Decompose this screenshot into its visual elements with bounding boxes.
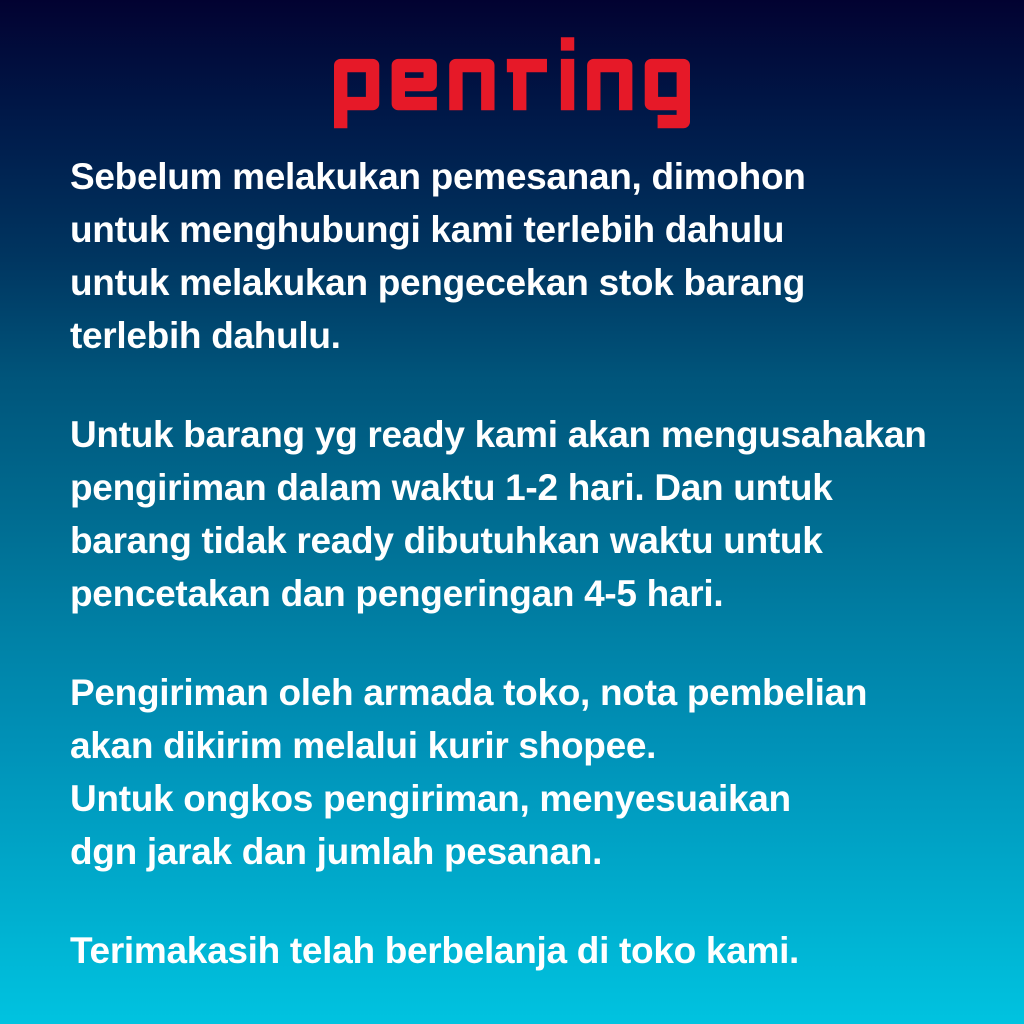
notice-paragraph-shipping bbox=[70, 666, 984, 878]
text-line: Untuk barang yg ready kami akan mengusahakan bbox=[70, 414, 927, 455]
penting-logo bbox=[334, 34, 690, 132]
notice-body bbox=[0, 150, 1024, 977]
text-line: pencetakan dan pengeringan 4-5 hari. bbox=[70, 573, 724, 614]
notice-paragraph-stock-check bbox=[70, 150, 984, 362]
logo-letter-p bbox=[341, 66, 373, 129]
logo-letter-g bbox=[651, 66, 683, 122]
text-line: akan dikirim melalui kurir shopee. bbox=[70, 725, 657, 766]
logo-wrap bbox=[0, 0, 1024, 134]
text-line: Sebelum melakukan pemesanan, dimohon bbox=[70, 156, 806, 197]
logo-letter-n bbox=[456, 66, 488, 111]
text-line: untuk melakukan pengecekan stok barang bbox=[70, 262, 805, 303]
logo-letters bbox=[341, 37, 684, 128]
logo-letter-n2 bbox=[594, 66, 626, 111]
notice-paragraph-delivery-time bbox=[70, 408, 984, 620]
logo-letter-t bbox=[507, 59, 547, 110]
text-line: Untuk ongkos pengiriman, menyesuaikan bbox=[70, 778, 791, 819]
text-line: untuk menghubungi kami terlebih dahulu bbox=[70, 209, 785, 250]
notice-paragraph-thanks bbox=[70, 924, 984, 977]
text-line: Terimakasih telah berbelanja di toko kami. bbox=[70, 930, 800, 971]
text-line: pengiriman dalam waktu 1-2 hari. Dan untuk bbox=[70, 467, 833, 508]
text-line: Pengiriman oleh armada toko, nota pembelian bbox=[70, 672, 868, 713]
text-line: terlebih dahulu. bbox=[70, 315, 341, 356]
logo-letter-e bbox=[398, 66, 437, 104]
text-line: dgn jarak dan jumlah pesanan. bbox=[70, 831, 603, 872]
text-line: barang tidak ready dibutuhkan waktu untuk bbox=[70, 520, 823, 561]
